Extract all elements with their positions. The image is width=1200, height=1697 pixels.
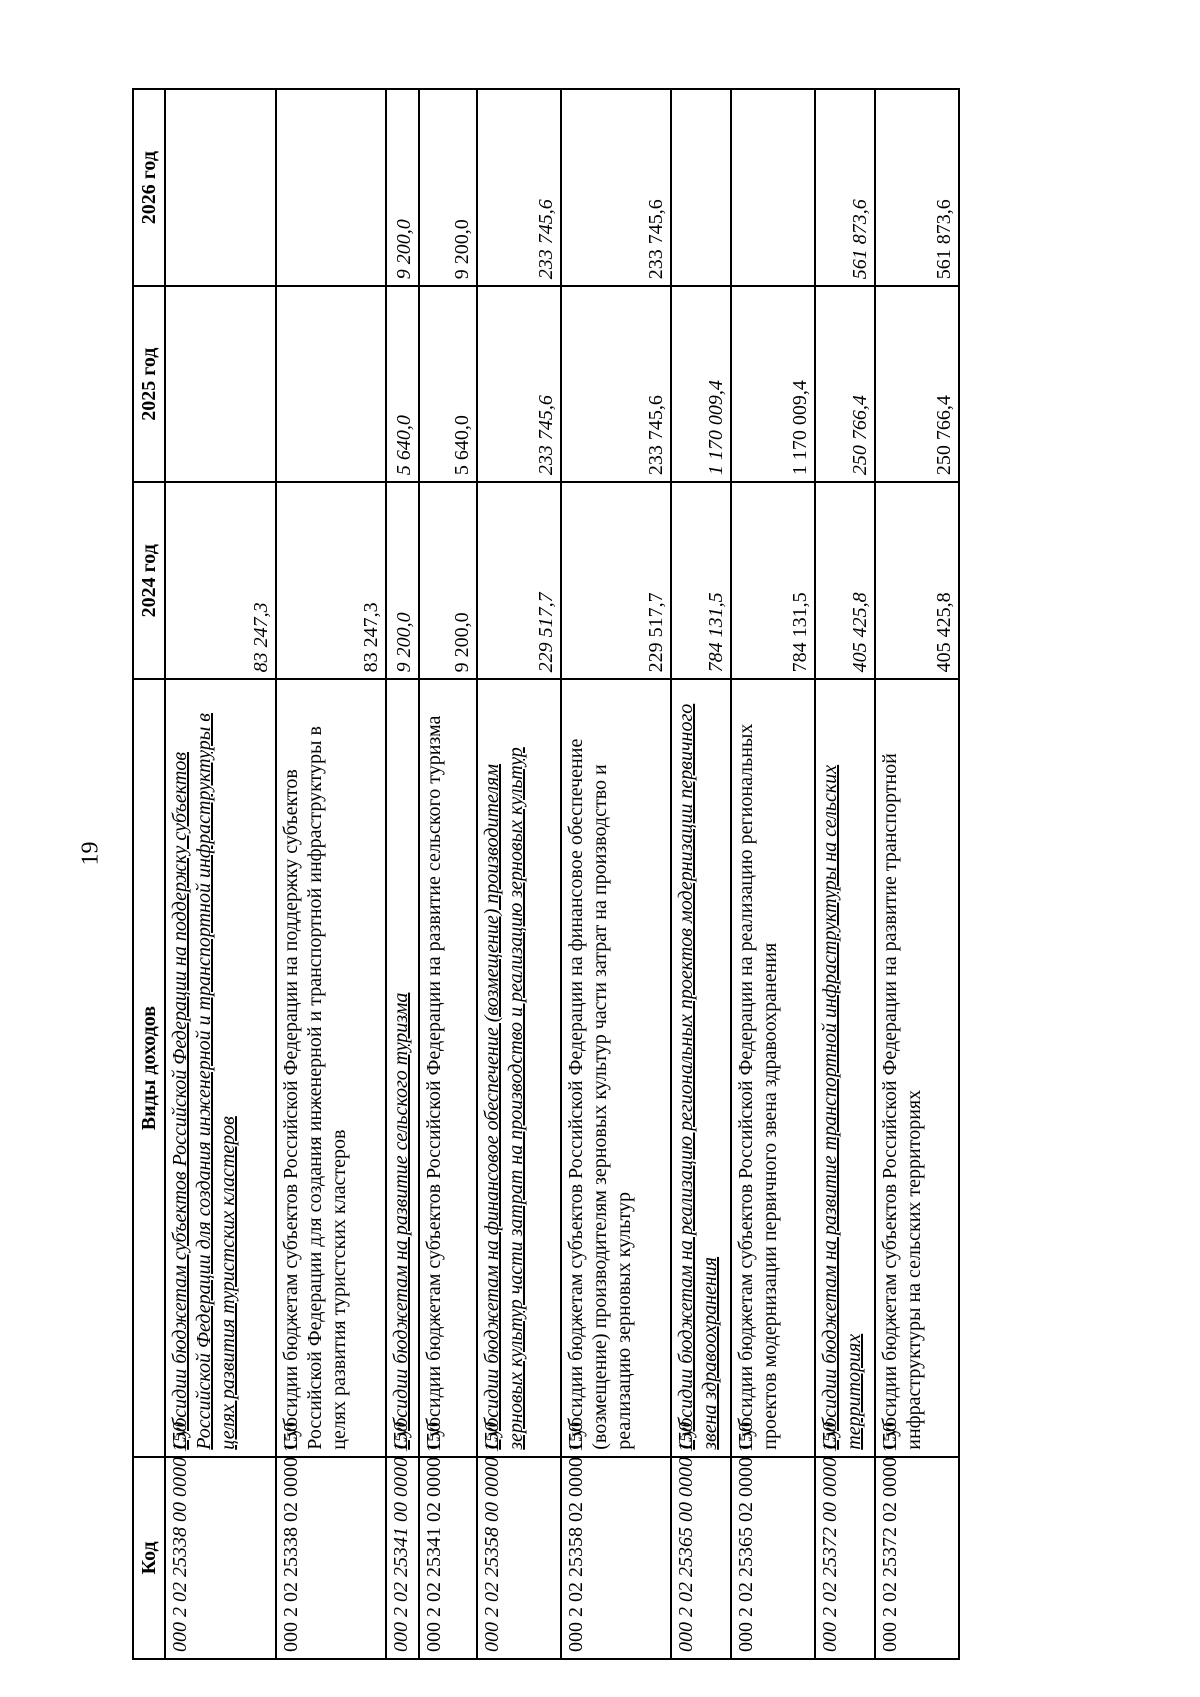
row-description: Субсидии бюджетам субъектов Российской Федерации на реализацию региональных проектов модернизации первичного звена здравоохранения (731, 679, 815, 1456)
row-description: Субсидии бюджетам субъектов Российской Федерации на развитие транспортной инфраструктуры на сельских территориях (875, 679, 959, 1456)
revenue-table (132, 88, 960, 1660)
row-code: 000 2 02 25372 02 0000 150 (875, 1457, 959, 1659)
table-row (386, 89, 419, 1659)
row-2024: 405 425,8 (875, 482, 959, 679)
row-2025: 233 745,6 (561, 286, 672, 482)
header-revenue-type: Виды доходов (133, 679, 165, 1456)
row-description: Субсидии бюджетам на реализацию региональных проектов модернизации первичного звена здравоохранения (671, 679, 731, 1456)
table-row (165, 89, 276, 1659)
row-2025: 250 766,4 (875, 286, 959, 482)
row-code: 000 2 02 25358 02 0000 150 (561, 1457, 672, 1659)
header-2024: 2024 год (133, 482, 165, 679)
table-row (477, 89, 561, 1659)
row-2026 (671, 89, 731, 286)
page-number: 19 (77, 841, 104, 866)
header-code: Код (133, 1457, 165, 1659)
row-description: Субсидии бюджетам субъектов Российской Федерации на развитие сельского туризма (419, 679, 477, 1456)
row-description: Субсидии бюджетам субъектов Российской Федерации на поддержку субъектов Российской Федерации для создания инженерной и транспортной инфраструктуры в целях развития туристских кластеров (165, 679, 276, 1456)
row-description: Субсидии бюджетам субъектов Российской Федерации на поддержку субъектов Российской Федерации для создания инженерной и транспортной инфраструктуры в целях развития туристских кластеров (276, 679, 387, 1456)
row-code: 000 2 02 25338 00 0000 150 (165, 1457, 276, 1659)
row-2026 (276, 89, 387, 286)
row-code: 000 2 02 25365 00 0000 150 (671, 1457, 731, 1659)
row-code: 000 2 02 25341 02 0000 150 (419, 1457, 477, 1659)
row-2025 (276, 286, 387, 482)
table-row (419, 89, 477, 1659)
table-header-row (133, 89, 165, 1659)
header-2026: 2026 год (133, 89, 165, 286)
table-row (671, 89, 731, 1659)
table-row (276, 89, 387, 1659)
row-2024: 229 517,7 (477, 482, 561, 679)
row-2024: 405 425,8 (815, 482, 875, 679)
header-2025: 2025 год (133, 286, 165, 482)
table-row (561, 89, 672, 1659)
table-row (731, 89, 815, 1659)
row-code: 000 2 02 25365 02 0000 150 (731, 1457, 815, 1659)
row-2025: 1 170 009,4 (671, 286, 731, 482)
row-2025: 1 170 009,4 (731, 286, 815, 482)
table-row (815, 89, 875, 1659)
row-2026: 561 873,6 (875, 89, 959, 286)
row-2026: 561 873,6 (815, 89, 875, 286)
row-2024: 784 131,5 (731, 482, 815, 679)
row-2025: 5 640,0 (386, 286, 419, 482)
row-2025: 233 745,6 (477, 286, 561, 482)
row-2024: 83 247,3 (165, 482, 276, 679)
row-2026 (731, 89, 815, 286)
row-2025: 5 640,0 (419, 286, 477, 482)
row-2026: 233 745,6 (477, 89, 561, 286)
row-code: 000 2 02 25341 00 0000 150 (386, 1457, 419, 1659)
row-2024: 83 247,3 (276, 482, 387, 679)
row-2026: 9 200,0 (419, 89, 477, 286)
row-code: 000 2 02 25338 02 0000 150 (276, 1457, 387, 1659)
row-2026 (165, 89, 276, 286)
table-row (875, 89, 959, 1659)
row-2025: 250 766,4 (815, 286, 875, 482)
rotated-table-container (132, 88, 960, 1660)
row-2024: 229 517,7 (561, 482, 672, 679)
row-2024: 9 200,0 (419, 482, 477, 679)
row-2025 (165, 286, 276, 482)
row-description: Субсидии бюджетам на финансовое обеспечение (возмещение) производителям зерновых культур части затрат на производство и реализацию зерновых культур (477, 679, 561, 1456)
row-description: Субсидии бюджетам на развитие сельского туризма (386, 679, 419, 1456)
row-2024: 784 131,5 (671, 482, 731, 679)
row-2024: 9 200,0 (386, 482, 419, 679)
row-description: Субсидии бюджетам субъектов Российской Федерации на финансовое обеспечение (возмещение) производителям зерновых культур части затрат на производство и реализацию зерновых культур (561, 679, 672, 1456)
row-2026: 233 745,6 (561, 89, 672, 286)
row-description: Субсидии бюджетам на развитие транспортной инфраструктуры на сельских территориях (815, 679, 875, 1456)
row-code: 000 2 02 25372 00 0000 150 (815, 1457, 875, 1659)
row-2026: 9 200,0 (386, 89, 419, 286)
row-code: 000 2 02 25358 00 0000 150 (477, 1457, 561, 1659)
